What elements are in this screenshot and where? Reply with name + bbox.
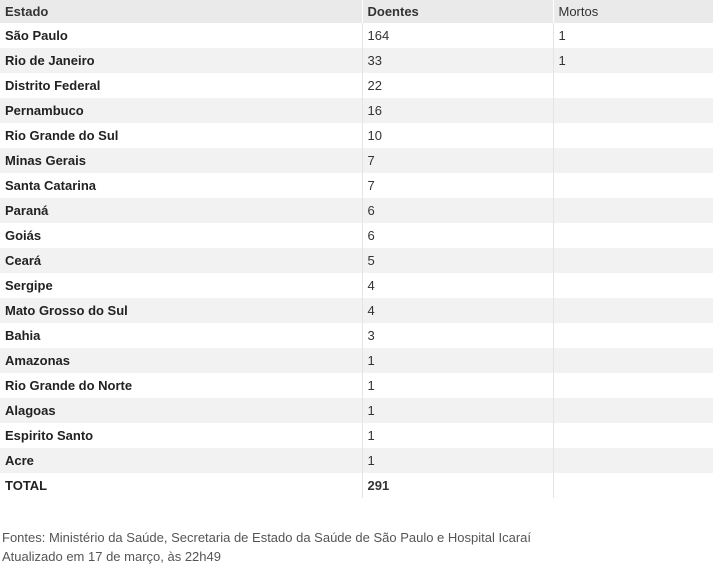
doentes-cell: 4 — [362, 298, 553, 323]
table-row — [0, 223, 713, 248]
doentes-cell: 16 — [362, 98, 553, 123]
estado-cell: Rio Grande do Norte — [0, 373, 362, 398]
total-mortos — [553, 473, 713, 498]
mortos-cell — [553, 448, 713, 473]
doentes-cell: 22 — [362, 73, 553, 98]
estado-cell: Alagoas — [0, 398, 362, 423]
estado-cell: Rio de Janeiro — [0, 48, 362, 73]
doentes-cell: 1 — [362, 373, 553, 398]
table-row — [0, 248, 713, 273]
table-row — [0, 48, 713, 73]
total-label: TOTAL — [0, 473, 362, 498]
doentes-cell: 1 — [362, 398, 553, 423]
estado-cell: Ceará — [0, 248, 362, 273]
table-row — [0, 323, 713, 348]
mortos-cell — [553, 123, 713, 148]
doentes-cell: 6 — [362, 198, 553, 223]
table-row — [0, 73, 713, 98]
doentes-cell: 6 — [362, 223, 553, 248]
mortos-cell — [553, 298, 713, 323]
header-row — [0, 0, 713, 23]
table-row — [0, 98, 713, 123]
estado-cell: Mato Grosso do Sul — [0, 298, 362, 323]
doentes-cell: 7 — [362, 173, 553, 198]
mortos-cell — [553, 273, 713, 298]
mortos-cell — [553, 398, 713, 423]
mortos-cell — [553, 373, 713, 398]
updated-note: Atualizado em 17 de março, às 22h49 — [2, 549, 221, 564]
estado-cell: Acre — [0, 448, 362, 473]
table-row — [0, 273, 713, 298]
table-row — [0, 348, 713, 373]
mortos-cell: 1 — [553, 23, 713, 48]
estado-cell: Rio Grande do Sul — [0, 123, 362, 148]
table-body — [0, 23, 713, 498]
mortos-cell: 1 — [553, 48, 713, 73]
estado-cell: Santa Catarina — [0, 173, 362, 198]
table-row — [0, 173, 713, 198]
mortos-cell — [553, 348, 713, 373]
estado-cell: São Paulo — [0, 23, 362, 48]
estado-cell: Distrito Federal — [0, 73, 362, 98]
estado-cell: Sergipe — [0, 273, 362, 298]
estado-cell: Minas Gerais — [0, 148, 362, 173]
estado-header[interactable]: Estado — [0, 0, 362, 23]
mortos-cell — [553, 73, 713, 98]
doentes-cell: 5 — [362, 248, 553, 273]
estado-cell: Goiás — [0, 223, 362, 248]
table-row — [0, 398, 713, 423]
doentes-cell: 1 — [362, 348, 553, 373]
table-row — [0, 123, 713, 148]
table-row — [0, 373, 713, 398]
doentes-cell: 7 — [362, 148, 553, 173]
table-row — [0, 198, 713, 223]
mortos-cell — [553, 98, 713, 123]
table-row — [0, 298, 713, 323]
total-doentes: 291 — [362, 473, 553, 498]
estado-cell: Amazonas — [0, 348, 362, 373]
estado-cell: Paraná — [0, 198, 362, 223]
mortos-cell — [553, 423, 713, 448]
doentes-cell: 10 — [362, 123, 553, 148]
table-row — [0, 423, 713, 448]
doentes-cell: 1 — [362, 423, 553, 448]
mortos-cell — [553, 173, 713, 198]
doentes-header[interactable]: Doentes — [362, 0, 553, 23]
estado-cell: Pernambuco — [0, 98, 362, 123]
doentes-cell: 4 — [362, 273, 553, 298]
table-row — [0, 448, 713, 473]
total-row — [0, 473, 713, 498]
table-row — [0, 23, 713, 48]
doentes-cell: 164 — [362, 23, 553, 48]
mortos-cell — [553, 323, 713, 348]
doentes-cell: 3 — [362, 323, 553, 348]
mortos-header[interactable]: Mortos — [553, 0, 713, 23]
estado-cell: Espirito Santo — [0, 423, 362, 448]
table-row — [0, 148, 713, 173]
footer-notes — [2, 528, 531, 566]
estado-cell: Bahia — [0, 323, 362, 348]
sources-note: Fontes: Ministério da Saúde, Secretaria de Estado da Saúde de São Paulo e Hospital Icaraí — [2, 530, 531, 545]
mortos-cell — [553, 248, 713, 273]
mortos-cell — [553, 223, 713, 248]
doentes-cell: 33 — [362, 48, 553, 73]
doentes-cell: 1 — [362, 448, 553, 473]
mortos-cell — [553, 148, 713, 173]
mortos-cell — [553, 198, 713, 223]
table-header — [0, 0, 713, 23]
